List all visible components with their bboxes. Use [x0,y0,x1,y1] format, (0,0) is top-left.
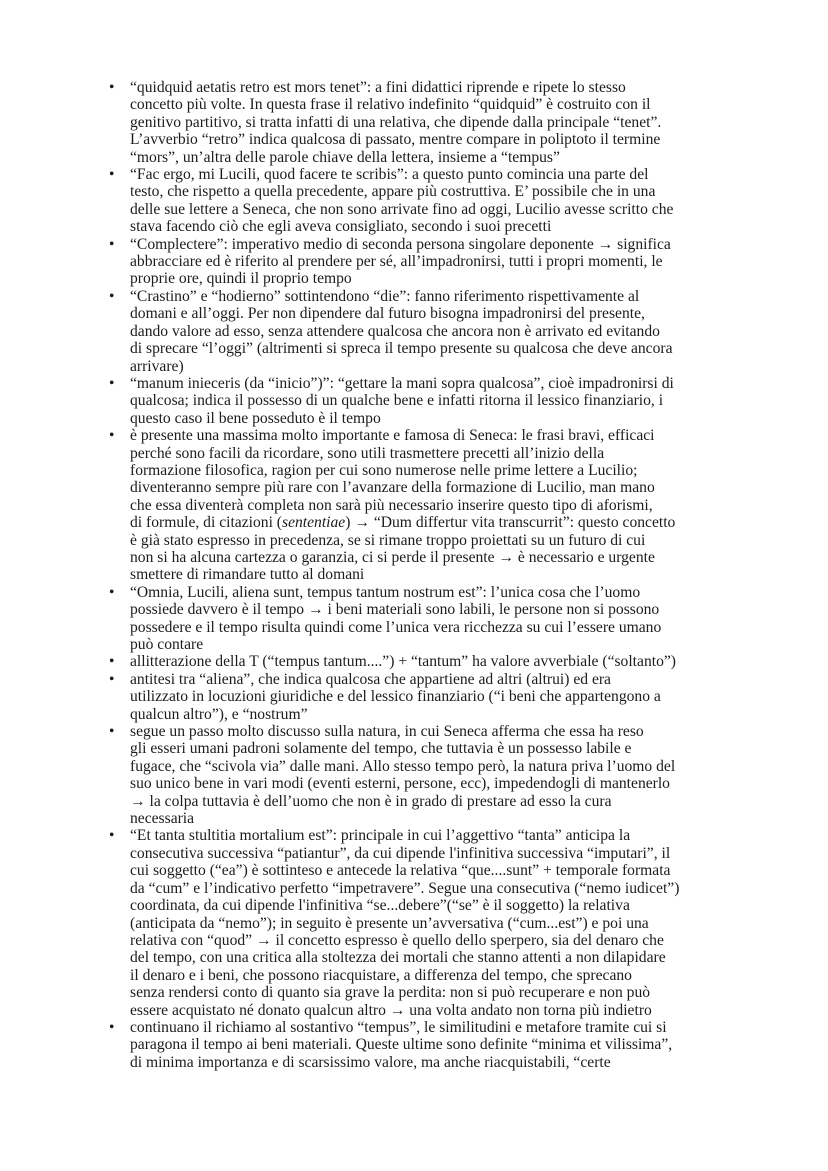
text-segment: di formule, di citazioni ( [130,514,282,532]
text-line: necessaria [130,810,195,828]
text-line: “Et tanta stultitia mortalium est”: principale in cui l’aggettivo “tanta” anticipa la [130,827,631,845]
text-line: suo unico bene in vari modi (eventi esterni, persone, ecc), impedendogli di mantenerlo [130,775,670,793]
text-line: qualcun altro”), e “nostrum” [130,705,308,723]
text-line: L’avverbio “retro” indica qualcosa di passato, mentre compare in poliptoto il termine [130,131,661,149]
text-line: cui soggetto (“ea”) è sottinteso e antecede la relativa “que....sunt” + temporale formata [130,862,671,880]
bullet-icon: • [109,670,115,688]
bullet-icon: • [109,723,115,741]
bullet-icon: • [109,827,115,845]
text-line: abbracciare ed è riferito al prendere per sé, all’impadronirsi, tutti i propri momenti, le [130,253,663,271]
bullet-icon: • [109,166,115,184]
document-page [0,79,828,1071]
list-item [0,236,828,288]
text-line: non si ha alcuna cartezza o garanzia, ci si perde il presente → è necessario e urgente [130,548,655,566]
text-line: “quidquid aetatis retro est mors tenet”: a fini didattici riprende e ripete lo stesso [130,79,626,96]
text-line [130,514,828,531]
bullet-icon: • [109,1018,115,1036]
text-line: formazione filosofica, ragion per cui sono numerose nelle prime lettere a Lucilio; [130,461,638,479]
text-line: perché sono facili da ricordare, sono utili trasmettere precetti all’inizio della [130,444,605,462]
text-line: genitivo partitivo, si tratta infatti di una relativa, che dipende dalla principale “tenet”. [130,113,662,131]
text-line: relativa con “quod” → il concetto espresso è quello dello sperpero, sia del denaro che [130,931,664,949]
bullet-icon: • [109,427,115,445]
text-line: segue un passo molto discusso sulla natura, in cui Seneca afferma che essa ha reso [130,723,644,741]
list-item [0,584,828,654]
text-line: gli esseri umani padroni solamente del tempo, che tuttavia è un possesso labile e [130,740,632,758]
list-item [0,1019,828,1071]
text-line: è già stato espresso in precedenza, se si rimane troppo proiettati su un futuro di cui [130,531,646,549]
list-item [0,288,828,375]
text-line: “Fac ergo, mi Lucili, quod facere te scribis”: a questo punto comincia una parte del [130,166,649,184]
text-line: “Complectere”: imperativo medio di seconda persona singolare deponente → significa [130,235,671,253]
text-line: essere acquistato né donato qualcun altro → una volta andato non torna più indietro [130,1001,652,1019]
text-line: utilizzato in locuzioni giuridiche e del lessico finanziario (“i beni che appartengono a [130,688,661,706]
text-line: di minima importanza e di scarsissimo valore, ma anche riacquistabili, “certe [130,1053,611,1071]
text-line: “Omnia, Lucili, aliena sunt, tempus tantum nostrum est”: l’unica cosa che l’uomo [130,583,641,601]
text-line: “mors”, un’altra delle parole chiave della lettera, insieme a “tempus” [130,148,560,166]
italic-term: sententiae [282,514,346,532]
text-line: fugace, che “scivola via” dalle mani. Allo stesso tempo però, la natura priva l’uomo del [130,757,676,775]
text-line: paragona il tempo ai beni materiali. Queste ultime sono definite “minima et vilissima”, [130,1036,673,1054]
list-item [0,653,828,670]
text-line: delle sue lettere a Seneca, che non sono arrivate fino ad oggi, Lucilio avesse scritto che [130,200,674,218]
text-line: è presente una massima molto importante e famosa di Seneca: le frasi bravi, efficaci [130,427,655,445]
list-item [0,375,828,427]
text-line: proprie ore, quindi il proprio tempo [130,270,352,288]
list-item [0,671,828,723]
list-item [0,427,828,584]
list-item [0,827,828,1018]
text-line: questo caso il bene posseduto è il tempo [130,409,381,427]
text-line: qualcosa; indica il possesso di un qualche bene e infatti ritorna il lessico finanziario, i [130,392,664,410]
text-line: antitesi tra “aliena”, che indica qualcosa che appartiene ad altri (altrui) ed era [130,670,611,688]
text-line: “Crastino” e “hodierno” sottintendono “die”: fanno riferimento rispettivamente al [130,287,640,305]
text-line: da “cum” e l’indicativo perfetto “impetravere”. Segue una consecutiva (“nemo iudicet”) [130,879,680,897]
text-line: allitterazione della T (“tempus tantum....”) + “tantum” ha valore avverbiale (“soltanto”) [130,653,676,671]
text-line: → la colpa tuttavia è dell’uomo che non è in grado di prestare ad esso la cura [130,792,612,810]
text-line: del tempo, con una critica alla stoltezza dei mortali che stanno attenti a non dilapidare [130,949,666,967]
text-line: testo, che rispetto a quella precedente, appare più costruttiva. E’ possibile che in una [130,183,656,201]
text-line: stava facendo ciò che egli aveva consigliato, secondo i suoi precetti [130,218,552,236]
list-item [0,723,828,827]
text-line: smettere di rimandare tutto al domani [130,566,365,584]
list-item [0,166,828,236]
text-line: senza rendersi conto di quanto sia grave la perdita: non si può recuperare e non può [130,984,651,1002]
text-line: “manum inieceris (da “inicio”)”: “gettare la mani sopra qualcosa”, cioè impadronirsi di [130,374,674,392]
bullet-icon: • [109,374,115,392]
text-segment: ) → “Dum differtur vita transcurrit”: questo concetto [345,514,676,532]
text-line: dando valore ad esso, senza attendere qualcosa che ancora non è arrivato ed evitando [130,322,660,340]
text-line: di sprecare “l’oggi” (altrimenti si spreca il tempo presente su qualcosa che deve ancora [130,340,673,358]
text-line: può contare [130,636,204,653]
text-line: concetto più volte. In questa frase il relativo indefinito “quidquid” è costruito con il [130,96,651,114]
text-line: continuano il richiamo al sostantivo “tempus”, le similitudini e metafore tramite cui si [130,1018,667,1036]
bullet-icon: • [109,287,115,305]
text-line: il denaro e i beni, che possono riacquistare, a differenza del tempo, che sprecano [130,966,632,984]
text-line: coordinata, da cui dipende l'infinitiva “se...debere”(“se” è il soggetto) la relativa [130,897,630,915]
text-line: possiede davvero è il tempo → i beni materiali sono labili, le persone non si possono [130,601,660,619]
text-line: possedere e il tempo risulta quindi come l’unica vera ricchezza su cui l’essere umano [130,618,662,636]
text-line: che essa diventerà completa non sarà più necessario inserire questo tipo di aforismi, [130,496,653,514]
text-line: (anticipata da “nemo”); in seguito è presente un’avversativa (“cum...est”) e poi una [130,914,649,932]
text-line: arrivare) [130,357,184,375]
list-item [0,79,828,166]
bullet-list [0,79,828,1071]
bullet-icon: • [109,79,115,96]
bullet-icon: • [109,653,115,671]
text-line: diventeranno sempre più rare con l’avanzare della formazione di Lucilio, man mano [130,479,655,497]
text-line: consecutiva successiva “patiantur”, da cui dipende l'infinitiva successiva “imputari”, il [130,844,671,862]
bullet-icon: • [109,583,115,601]
text-line: domani e all’oggi. Per non dipendere dal futuro bisogna impadronirsi del presente, [130,305,645,323]
bullet-icon: • [109,235,115,253]
